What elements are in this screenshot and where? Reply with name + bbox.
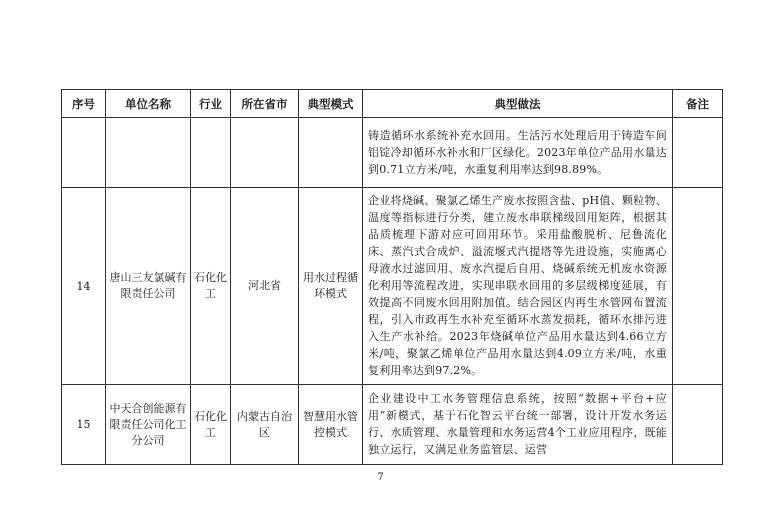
row-remark — [673, 118, 723, 188]
row-remark — [673, 188, 723, 385]
row-practice: 企业将烧碱、聚氯乙烯生产废水按照含盐、pH值、颗粒物、温度等指标进行分类，建立废水串联梯级回用矩阵，根据其品质梳理下游对应可回用环节。采用盐酸脱析、尼鲁流化床、蒸汽式合成炉、溢流堰式汽提塔等先进设施，实施离心母液水过滤回用、废水汽提后自用、烧碱系统无机废水资源化利用等流程改进，实现串联水回用的多层级梯度延展，有效提高不同废水回用附加值。结合园区内再生水管网布置流程，引入市政再生水补充至循环水蒸发损耗，循环水排污进入生产水补给。2023年烧碱单位产品用水量达到4.66立方米/吨，聚氯乙烯单位产品用水量达到4.09立方米/吨，水重复利用率达到97.2%。 — [363, 188, 673, 385]
header-industry: 行业 — [191, 90, 231, 118]
row-practice: 企业建设中工水务管理信息系统，按照“数据+平台+应用”新模式，基于石化智云平台统一部署，设计开发水务运行、水质管理、水量管理和水务运营4个工业应用程序，既能独立运行，又满足业务监管层、运营 — [363, 385, 673, 465]
row-number: 15 — [62, 385, 106, 465]
row-remark — [673, 385, 723, 465]
industry-text: 石化化工 — [194, 271, 227, 300]
row-unit-name — [106, 188, 191, 385]
row-unit-name — [106, 385, 191, 465]
header-number: 序号 — [62, 90, 106, 118]
row-mode — [299, 118, 363, 188]
row-industry — [191, 118, 231, 188]
page-number: 7 — [377, 472, 384, 483]
table-row — [62, 188, 723, 385]
row-industry — [191, 188, 231, 385]
header-practice: 典型做法 — [363, 90, 673, 118]
unit-name-text: 唐山三友氯碱有限责任公司 — [109, 271, 187, 300]
header-province: 所在省市 — [231, 90, 299, 118]
header-remark: 备注 — [673, 90, 723, 118]
header-mode: 典型模式 — [299, 90, 363, 118]
header-row — [62, 90, 723, 118]
row-number: 14 — [62, 188, 106, 385]
mode-text: 用水过程循环模式 — [303, 271, 358, 300]
row-province — [231, 385, 299, 465]
province-text: 内蒙古自治区 — [237, 409, 292, 439]
row-number — [62, 118, 106, 188]
row-province — [231, 118, 299, 188]
header-unit-name: 单位名称 — [106, 90, 191, 118]
unit-name-text: 中天合创能源有限责任公司化工分公司 — [109, 401, 187, 447]
industry-text: 石化化工 — [194, 409, 227, 439]
row-mode — [299, 188, 363, 385]
row-practice: 铸造循环水系统补充水回用。生活污水处理后用于铸造车间铝锭冷却循环水补水和厂区绿化。2023年单位产品用水量达到0.71立方米/吨，水重复利用率达到98.89%。 — [363, 118, 673, 188]
row-industry — [191, 385, 231, 465]
mode-text: 智慧用水管控模式 — [303, 409, 358, 439]
table-row — [62, 118, 723, 188]
row-unit-name — [106, 118, 191, 188]
table-row — [62, 385, 723, 465]
typical-cases-table — [61, 89, 723, 465]
province-text: 河北省 — [248, 279, 281, 292]
row-province — [231, 188, 299, 385]
row-mode — [299, 385, 363, 465]
